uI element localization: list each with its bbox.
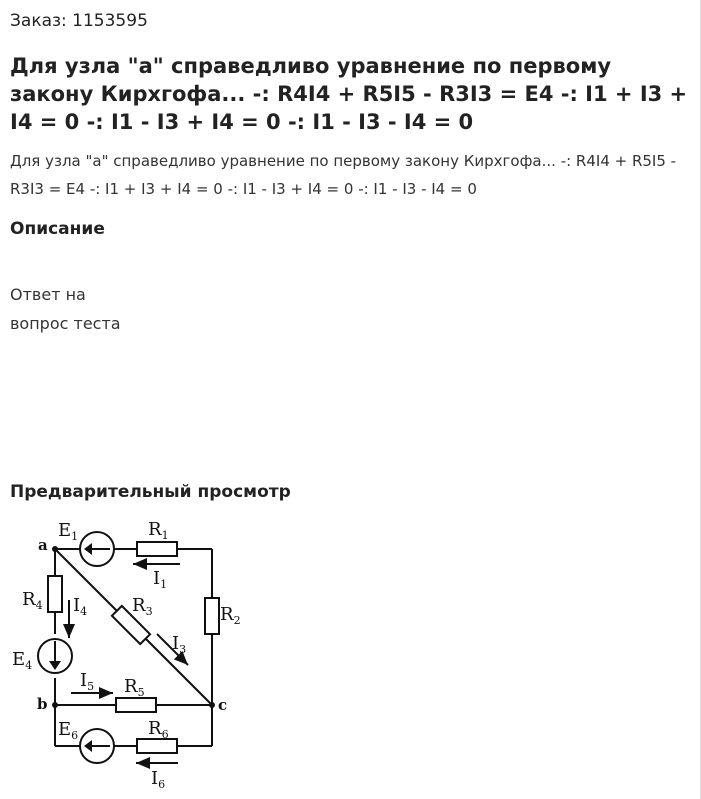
label-r3: $R_3$ — [132, 595, 153, 618]
resistor-r6 — [137, 739, 177, 753]
node-c-dot — [209, 702, 215, 708]
answer-text — [10, 280, 121, 338]
page-title: Для узла "a" справедливо уравнение по первому закону Кирхгофа... -: R4I4 + R5I5 - R3I3 = E4 -: I1 + I3 + I4 = 0 -: I1 - I3 + I4 = 0 -: I1 - I3 - I4 = 0 — [10, 54, 688, 134]
node-a-dot — [52, 546, 58, 552]
label-i1: $I_1$ — [153, 568, 168, 591]
label-node-c: c — [218, 696, 228, 714]
source-e6 — [80, 729, 114, 763]
circuit-wires — [55, 549, 212, 746]
source-e4 — [38, 639, 72, 673]
section-heading-preview: Предварительный просмотр — [10, 482, 291, 502]
node-b-dot — [52, 702, 58, 708]
section-heading-description: Описание — [10, 219, 105, 239]
label-node-b: b — [37, 695, 48, 713]
label-r4: $R_4$ — [22, 589, 43, 612]
circuit-diagram — [0, 510, 260, 799]
label-e6: $E_6$ — [58, 719, 79, 742]
resistor-r4 — [48, 576, 62, 612]
answer-line-2: вопрос теста — [10, 314, 121, 333]
resistor-r5 — [116, 698, 156, 712]
answer-line-1: Ответ на — [10, 285, 86, 304]
label-r2: $R_2$ — [220, 604, 241, 627]
label-r1: $R_1$ — [148, 519, 169, 542]
label-i4: $I_4$ — [73, 595, 88, 618]
label-e4: $E_4$ — [12, 649, 33, 672]
resistor-r2 — [205, 598, 219, 634]
label-r6: $R_6$ — [148, 718, 169, 741]
source-e1 — [80, 532, 114, 566]
label-r5: $R_5$ — [124, 676, 145, 699]
resistor-r1 — [137, 542, 177, 556]
label-i5: $I_5$ — [80, 670, 95, 693]
label-node-a: a — [38, 536, 48, 554]
label-e1: $E_1$ — [58, 520, 79, 543]
label-i3: $I_3$ — [172, 633, 187, 656]
label-i6: $I_6$ — [151, 768, 166, 791]
question-text: Для узла "a" справедливо уравнение по первому закону Кирхгофа... -: R4I4 + R5I5 - R3I3 = E4 -: I1 + I3 + I4 = 0 -: I1 - I3 + I4 = 0 -: I1 - I3 - I4 = 0 — [10, 152, 677, 198]
order-number: Заказ: 1153595 — [10, 11, 148, 31]
